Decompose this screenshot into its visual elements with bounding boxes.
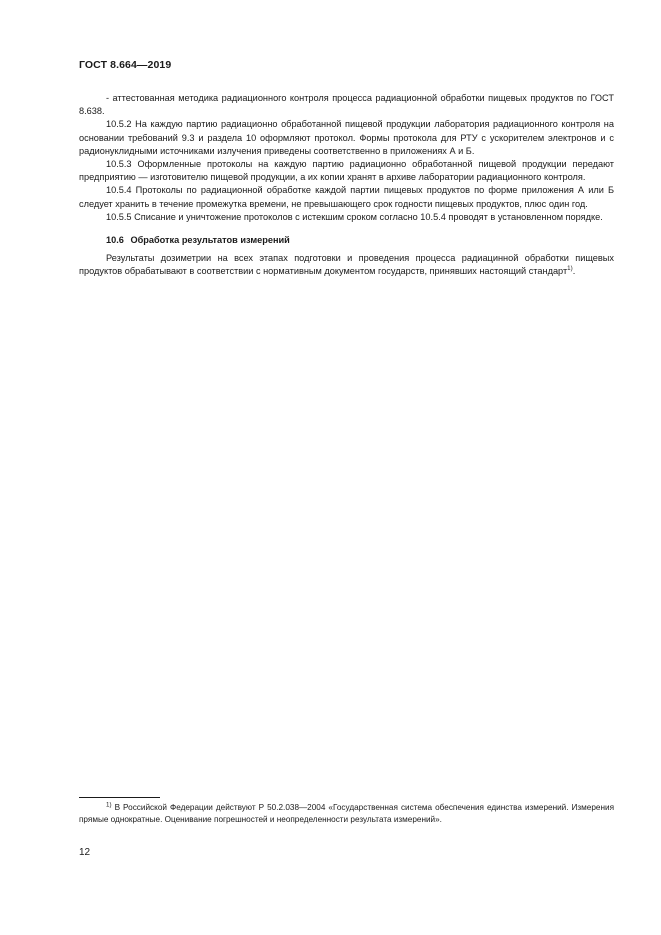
footnote-separator — [79, 797, 160, 798]
section-paragraph-text: Результаты дозиметрии на всех этапах подготовки и проведения процесса радиацинной обработки пищевых продуктов обрабатывают в соответствии с нормативным документом государств, принявших настоящий стандарт — [79, 253, 614, 277]
body-paragraph-2: 10.5.2 На каждую партию радиационно обработанной пищевой продукции лаборатория радиационного контроля на основании требований 9.3 и раздела 10 оформляют протокол. Формы протокола для РТУ с ускорителем электронов и с радионуклидными источниками излучения приведены соответственно в приложениях А и Б. — [79, 119, 614, 156]
document-code-header: ГОСТ 8.664—2019 — [79, 59, 172, 71]
footnote-paragraph — [79, 802, 614, 825]
body-paragraph-1: - аттестованная методика радиационного контроля процесса радиационной обработки пищевых продуктов по ГОСТ 8.638. — [79, 93, 614, 117]
section-paragraph-end: . — [572, 266, 576, 277]
body-paragraph-5: 10.5.5 Списание и уничтожение протоколов с истекшим сроком согласно 10.5.4 проводят в установленном порядке. — [106, 211, 603, 222]
section-heading — [79, 234, 614, 247]
section-title: Обработка результатов измерений — [130, 235, 290, 246]
document-body — [79, 92, 614, 279]
footnote-reference[interactable]: 1) — [567, 265, 573, 273]
footnote — [79, 802, 614, 825]
body-paragraph-4: 10.5.4 Протоколы по радиационной обработке каждой партии пищевых продуктов по форме приложения А или Б следует хранить в течение промежутка времени, не превышающего срок годности пищевых продуктов, плюс один год. — [79, 185, 614, 209]
section-number: 10.6 — [106, 235, 124, 246]
footnote-marker: 1) — [106, 801, 112, 809]
section-paragraph — [79, 252, 614, 278]
body-paragraph-3: 10.5.3 Оформленные протоколы на каждую партию радиационно обработанной пищевой продукции передают предприятию — изготовителю пищевой продукции, а их копии хранят в архиве лаборатории радиационного контроля. — [79, 159, 614, 183]
footnote-text: В Российской Федерации действуют Р 50.2.038—2004 «Государственная система обеспечения единства измерений. Измерения прямые однократные. Оценивание погрешностей и неопределенности результата измерений». — [79, 803, 615, 824]
page-number: 12 — [79, 847, 91, 858]
